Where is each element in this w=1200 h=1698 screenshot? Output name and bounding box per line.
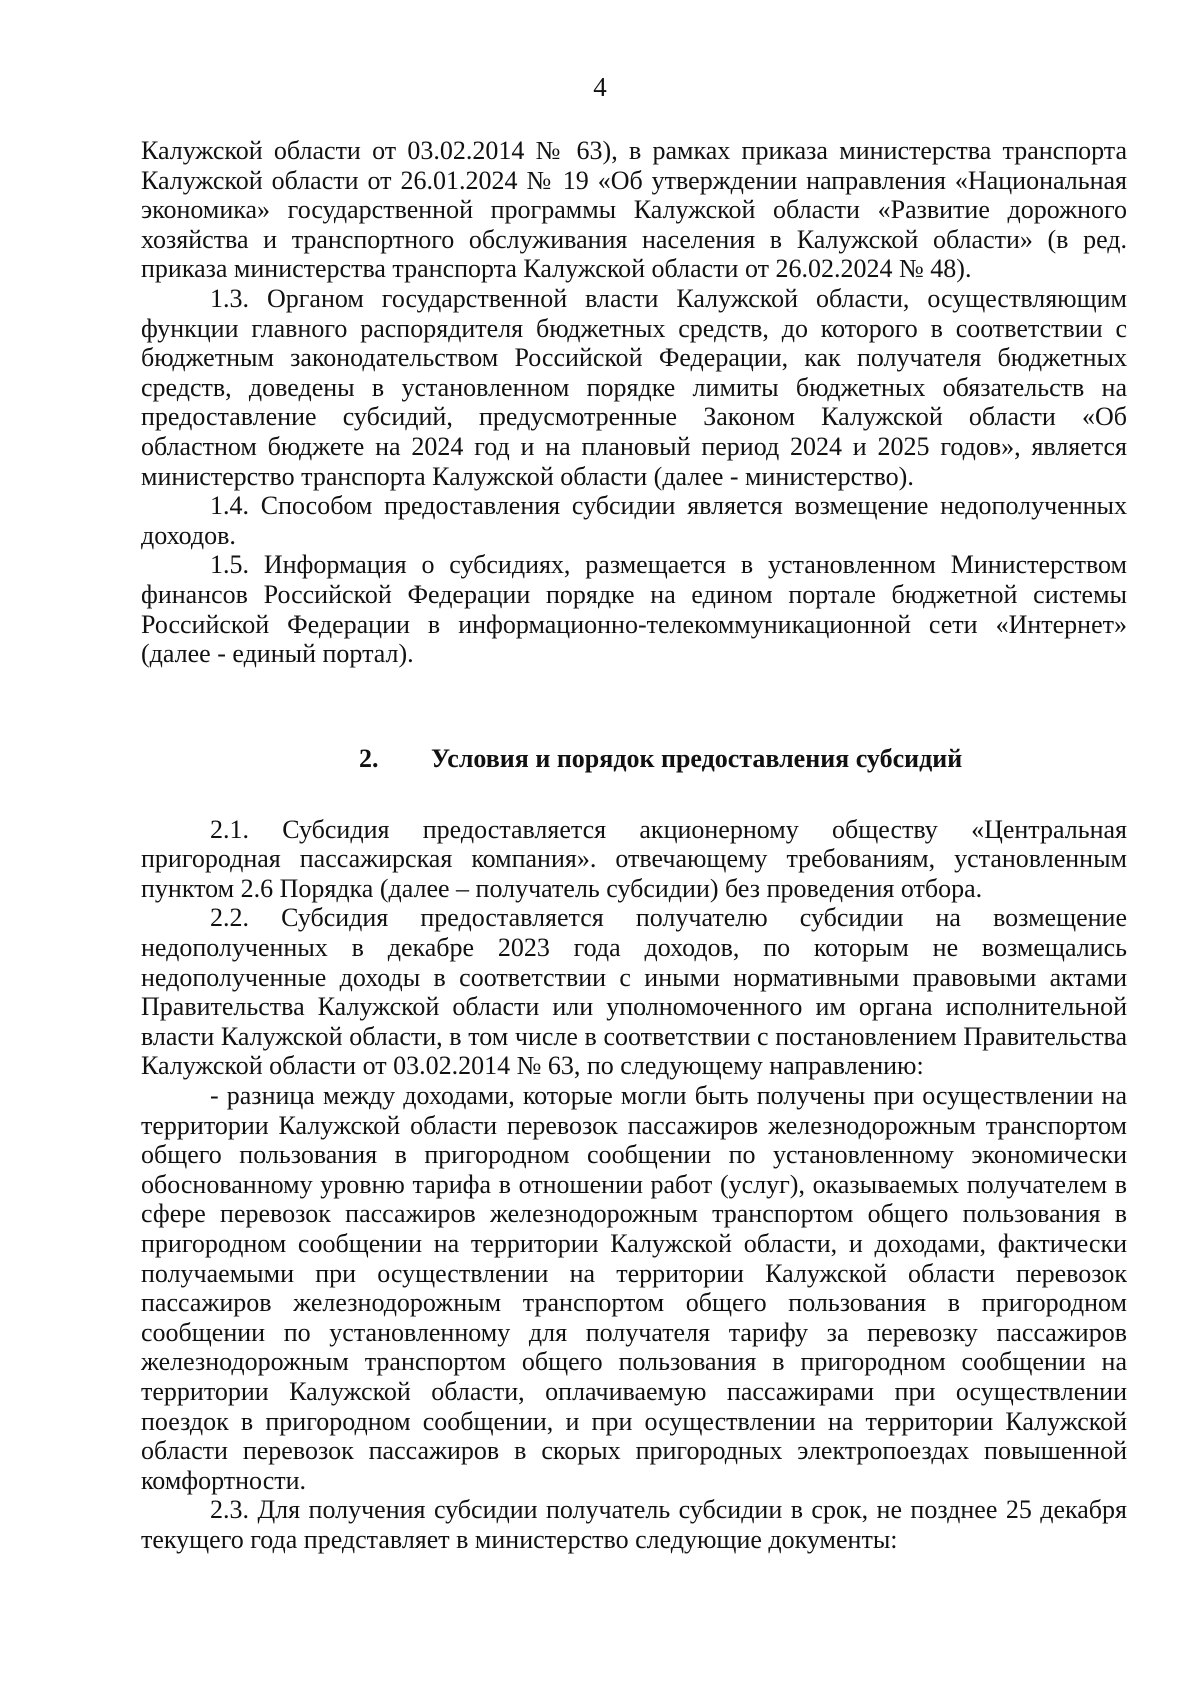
section-title: Условия и порядок предоставления субсидий — [431, 743, 963, 773]
paragraph-2-2: 2.2. Субсидия предоставляется получателю субсидии на возмещение недополученных в декабре 2023 года доходов, по которым не возмещались недополученные доходы в соответствии с иными нормативными правовыми актами Правительства Калужской области или уполномоченного им органа исполнительной власти Калужской области, в том числе в соответствии с постановлением Правительства Калужской области от 03.02.2014 № 63, по следующему направлению: — [141, 903, 1127, 1081]
paragraph-2-2-dash: - разница между доходами, которые могли быть получены при осуществлении на территории Калужской области перевозок пассажиров железнодорожным транспортом общего пользования в пригородном сообщении по установленному экономически обоснованному уровню тарифа в отношении работ (услуг), оказываемых получателем в сфере перевозок пассажиров железнодорожным транспортом общего пользования в пригородном сообщении на территории Калужской области, и доходами, фактически получаемыми при осуществлении на территории Калужской области перевозок пассажиров железнодорожным транспортом общего пользования в пригородном сообщении по установленному для получателя тарифу за перевозку пассажиров железнодорожным транспортом общего пользования в пригородном сообщении на территории Калужской области, оплачиваемую пассажирами при осуществлении поездок в пригородном сообщении, и при осуществлении на территории Калужской области перевозок пассажиров в скорых пригородных электропоездах повышенной комфортности. — [141, 1081, 1127, 1495]
document-body — [141, 136, 1127, 1555]
paragraph-2-3: 2.3. Для получения субсидии получатель субсидии в срок, не позднее 25 декабря текущего года представляет в министерство следующие документы: — [141, 1495, 1127, 1554]
section-1-continued — [141, 136, 1127, 669]
page-number: 4 — [593, 72, 607, 102]
paragraph-2-1: 2.1. Субсидия предоставляется акционерному обществу «Центральная пригородная пассажирская компания». отвечающему требованиям, установленным пунктом 2.6 Порядка (далее – получатель субсидии) без проведения отбора. — [141, 814, 1127, 903]
paragraph-1-3: 1.3. Органом государственной власти Калужской области, осуществляющим функции главного распорядителя бюджетных средств, до которого в соответствии с бюджетным законодательством Российской Федерации, как получателя бюджетных средств, доведены в установленном порядке лимиты бюджетных обязательств на предоставление субсидий, предусмотренные Законом Калужской области «Об областном бюджете на 2024 год и на плановый период 2024 и 2025 годов», является министерство транспорта Калужской области (далее - министерство). — [141, 283, 1127, 491]
section-heading — [141, 744, 1127, 774]
section-number: 2. — [359, 743, 379, 773]
paragraph-1-4: 1.4. Способом предоставления субсидии является возмещение недополученных доходов. — [141, 491, 1127, 550]
paragraph-1-2-continued: Калужской области от 03.02.2014 № 63), в рамках приказа министерства транспорта Калужской области от 26.01.2024 № 19 «Об утверждении направления «Национальная экономика» государственной программы Калужской области «Развитие дорожного хозяйства и транспортного обслуживания населения в Калужской области» (в ред. приказа министерства транспорта Калужской области от 26.02.2024 № 48). — [141, 136, 1127, 284]
section-2 — [141, 815, 1127, 1555]
paragraph-1-5: 1.5. Информация о субсидиях, размещается в установленном Министерством финансов Российской Федерации порядке на едином портале бюджетной системы Российской Федерации в информационно-телекоммуникационной сети «Интернет» (далее - единый портал). — [141, 550, 1127, 669]
